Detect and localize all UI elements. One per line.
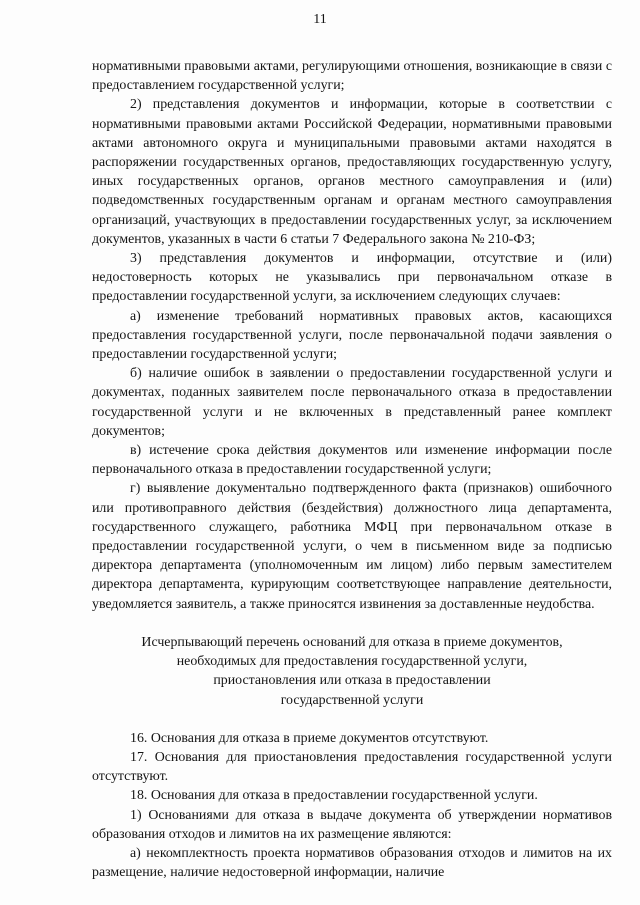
- paragraph-item-3: 3) представления документов и информации, отсутствие и (или) недостоверность которых не указывались при первоначальном отказе в предоставлении государственной услуги, за исключением следующих случаев:: [92, 251, 612, 305]
- document-body: [92, 57, 612, 882]
- paragraph-continuation: нормативными правовыми актами, регулирующими отношения, возникающие в связи с предоставлением государственной услуги;: [92, 59, 612, 94]
- paragraph-18: 18. Основания для отказа в предоставлении государственной услуги.: [130, 788, 538, 804]
- paragraph-subitem-b: б) наличие ошибок в заявлении о предоставлении государственной услуги и документах, поданных заявителем после первоначального отказа в предоставлении государственной услуги и не включенных в представленный ранее комплект документов;: [92, 366, 612, 439]
- paragraph-16: 16. Основания для отказа в приеме документов отсутствуют.: [130, 730, 489, 746]
- paragraph-subitem-v: в) истечение срока действия документов или изменение информации после первоначального отказа в предоставлении государственной услуги;: [92, 443, 612, 478]
- paragraph-18-subitem-a: а) некомплектность проекта нормативов образования отходов и лимитов на их размещение, наличие недостоверной информации, наличие: [92, 845, 612, 881]
- section-heading-line: приостановления или отказа в предоставлении: [213, 673, 491, 689]
- section-heading-line: необходимых для предоставления государственной услуги,: [176, 654, 528, 670]
- section-heading-line: государственной услуги: [280, 692, 424, 708]
- paragraph-18-item-1: 1) Основаниями для отказа в выдаче документа об утверждении нормативов образования отходов и лимитов на их размещение являются:: [92, 807, 612, 842]
- page-number: 11: [313, 12, 327, 27]
- paragraph-subitem-g: г) выявление документально подтвержденного факта (признаков) ошибочного или противоправного действия (бездействия) должностного лица департамента, государственного служащего, работника МФЦ при первоначальном отказе в предоставлении государственной услуги, о чем в письменном виде за подписью директора департамента (уполномоченным им лицом) либо первым заместителем директора департамента, курирующим соответствующее направление деятельности, уведомляется заявитель, а также приносятся извинения за доставленные неудобства.: [92, 481, 612, 612]
- section-body: [92, 729, 612, 883]
- paragraph-subitem-a: а) изменение требований нормативных правовых актов, касающихся предоставления государственной услуги, после первоначальной подачи заявления о предоставлении государственной услуги;: [92, 308, 612, 363]
- paragraph-17: 17. Основания для приостановления предоставления государственной услуги отсутствуют.: [92, 749, 612, 785]
- section-heading: [92, 633, 612, 710]
- paragraph-item-2: 2) представления документов и информации, которые в соответствии с нормативными правовыми актами Российской Федерации, нормативными правовыми актами автономного округа и муниципальными правовыми актами находятся в распоряжении государственных органов, предоставляющих государственную услугу, иных государственных органов, органов местного самоуправления и (или) подведомственных государственным органам и органам местного самоуправления организаций, участвующих в предоставлении государственных услуг, за исключением документов, указанных в части 6 статьи 7 Федерального закона № 210-ФЗ;: [92, 97, 612, 247]
- section-heading-line: Исчерпывающий перечень оснований для отказа в приеме документов,: [141, 634, 563, 650]
